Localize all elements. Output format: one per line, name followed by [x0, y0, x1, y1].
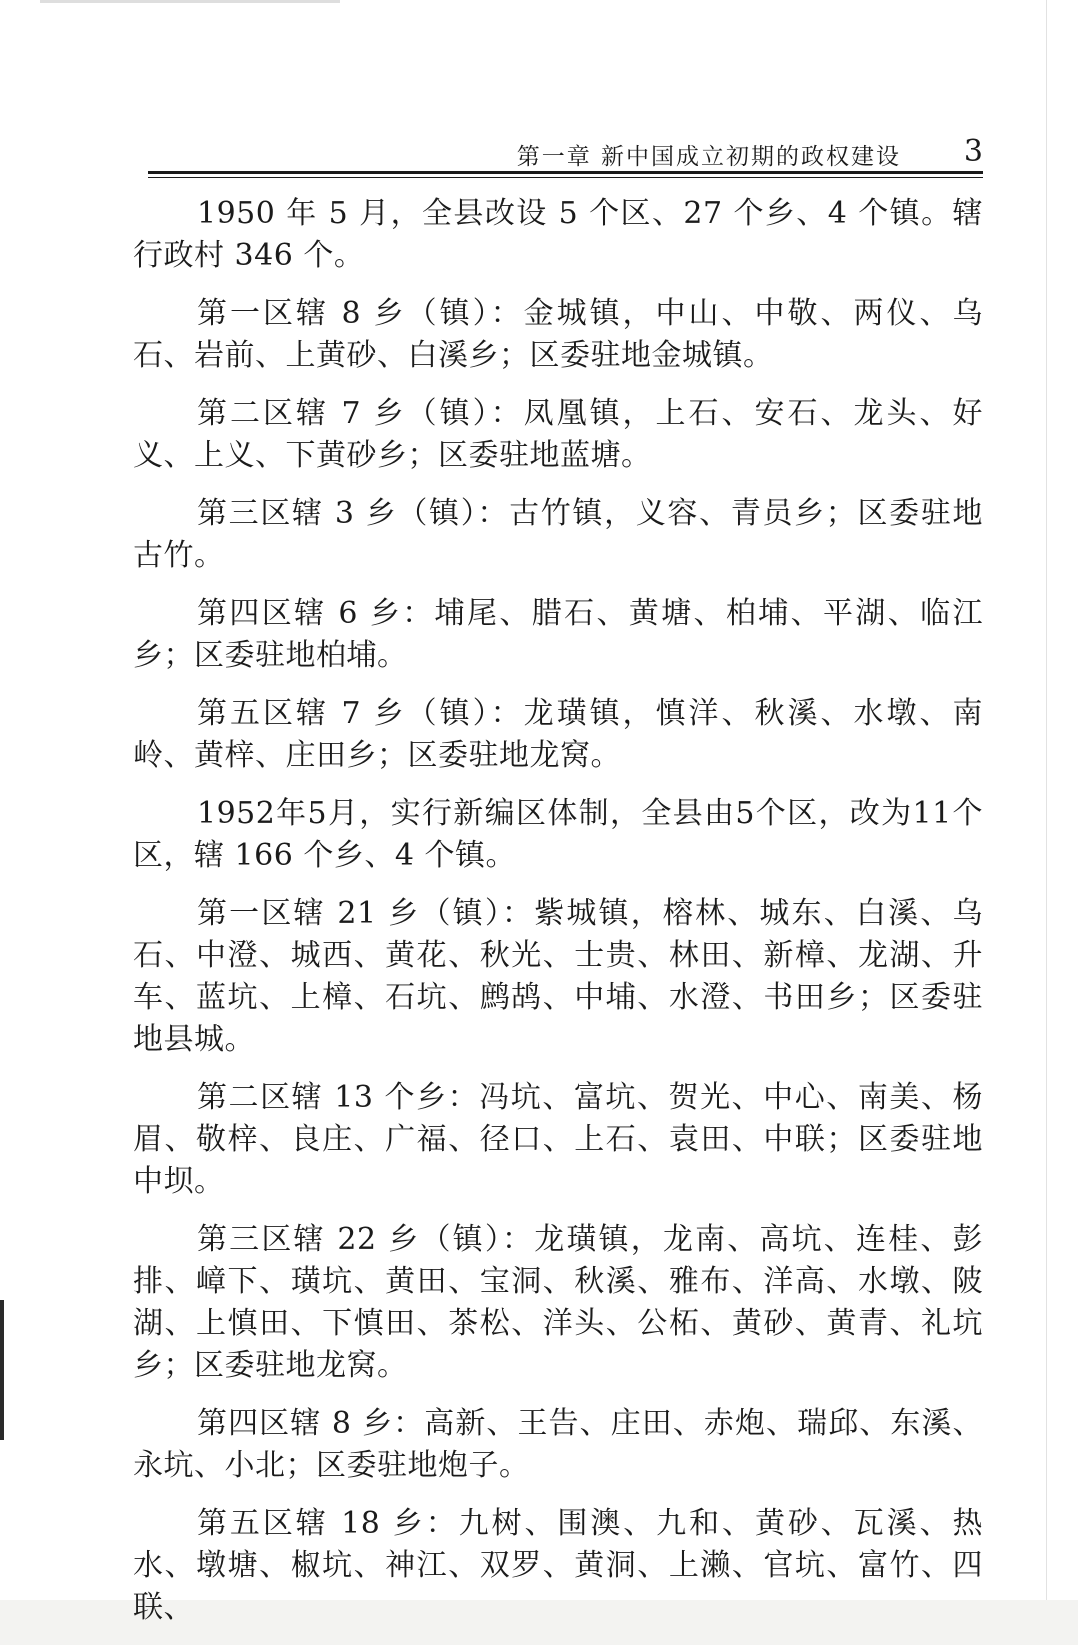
- paragraph: 第五区辖 7 乡（镇）：龙璜镇，慎洋、秋溪、水墩、南岭、黄梓、庄田乡；区委驻地龙窝。: [133, 696, 983, 773]
- body-text: [133, 193, 983, 1645]
- paragraph: 1950 年 5 月，全县改设 5 个区、27 个乡、4 个镇。辖行政村 346 个。: [133, 196, 983, 273]
- header-rule-thin: [148, 177, 983, 178]
- header-rule-thick: [148, 171, 983, 174]
- paragraph: 第四区辖 6 乡：埔尾、腊石、黄塘、柏埔、平湖、临江乡；区委驻地柏埔。: [133, 596, 983, 673]
- paragraph: 第一区辖 21 乡（镇）：紫城镇，榕林、城东、白溪、乌石、中澄、城西、黄花、秋光、士贵、林田、新樟、龙湖、升车、蓝坑、上樟、石坑、鹧鸪、中埔、水澄、书田乡；区委驻地县城。: [133, 896, 983, 1057]
- scan-edge-left: [0, 1300, 4, 1440]
- running-header: [148, 132, 983, 172]
- paragraph: 第四区辖 8 乡：高新、王告、庄田、赤炮、瑞邱、东溪、永坑、小北；区委驻地炮子。: [133, 1406, 983, 1483]
- chapter-title: 第一章 新中国成立初期的政权建设: [516, 144, 901, 170]
- scan-edge-right: [1046, 0, 1047, 1600]
- page-number: 3: [963, 134, 983, 169]
- paragraph: 第二区辖 13 个乡：冯坑、富坑、贺光、中心、南美、杨眉、敬梓、良庄、广福、径口、上石、袁田、中联；区委驻地中坝。: [133, 1080, 983, 1199]
- paragraph: 1952年5月，实行新编区体制，全县由5个区，改为11个区，辖 166 个乡、4 个镇。: [133, 796, 983, 873]
- paragraph: 第五区辖 18 乡：九树、围澳、九和、黄砂、瓦溪、热水、墩塘、椒坑、神江、双罗、黄洞、上濑、官坑、富竹、四联、: [133, 1506, 983, 1625]
- scan-edge-top: [40, 0, 340, 3]
- paragraph: 第三区辖 22 乡（镇）：龙璜镇，龙南、高坑、连桂、彭排、嶂下、璜坑、黄田、宝洞、秋溪、雅布、洋高、水墩、陂湖、上慎田、下慎田、茶松、洋头、公柘、黄砂、黄青、礼坑乡；区委驻地龙窝。: [133, 1222, 983, 1383]
- paragraph: 第一区辖 8 乡（镇）：金城镇，中山、中敬、两仪、乌石、岩前、上黄砂、白溪乡；区委驻地金城镇。: [133, 296, 983, 373]
- paragraph: 第二区辖 7 乡（镇）：凤凰镇，上石、安石、龙头、好义、上义、下黄砂乡；区委驻地蓝塘。: [133, 396, 983, 473]
- paragraph: 第三区辖 3 乡（镇）：古竹镇，义容、青员乡；区委驻地古竹。: [133, 496, 983, 573]
